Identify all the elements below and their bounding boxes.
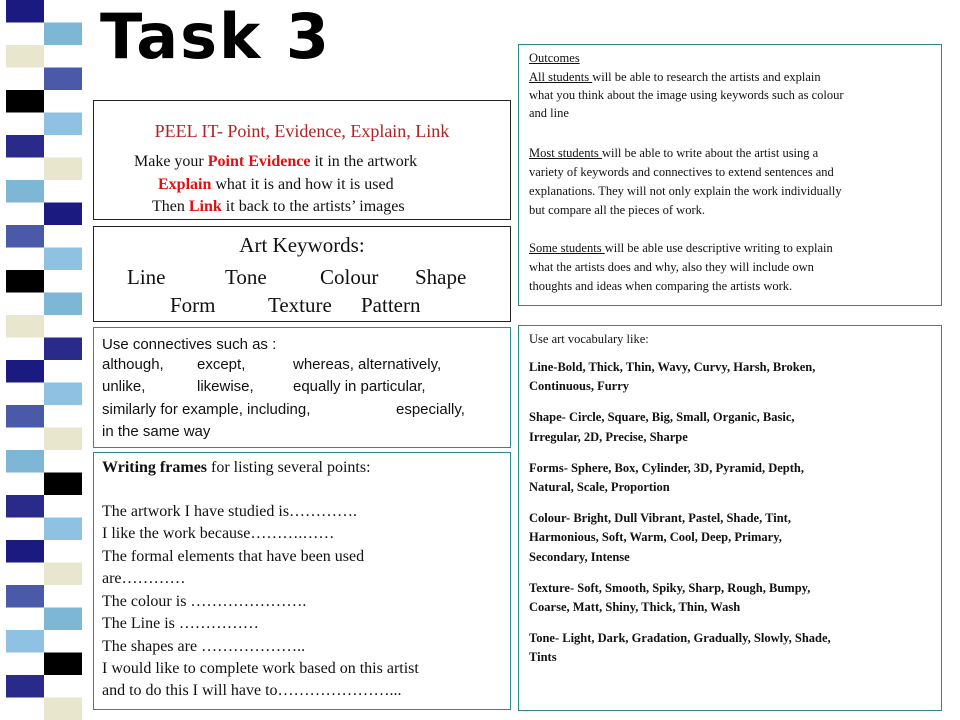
vocabulary-line: Texture- Soft, Smooth, Spiky, Sharp, Rough, Bumpy,: [529, 580, 811, 595]
writing-frame-line: and to do this I will have to…………………...: [102, 682, 402, 699]
stripe-block: [6, 90, 44, 113]
peel-line-explain: Explain what it is and how it is used: [158, 176, 394, 193]
vocabulary-line: Harmonious, Soft, Warm, Cool, Deep, Primary,: [529, 530, 782, 545]
art-keywords-box: [93, 226, 511, 322]
stripe-block: [6, 315, 44, 338]
stripe-block: [6, 225, 44, 248]
outcome-all-line: and line: [529, 106, 569, 120]
stripe-block: [6, 270, 44, 293]
stripe-block: [44, 113, 82, 136]
page-title: Task 3: [100, 0, 331, 73]
vocabulary-line: Line-Bold, Thick, Thin, Wavy, Curvy, Harsh, Broken,: [529, 360, 816, 374]
stripe-block: [6, 0, 44, 23]
stripe-block: [6, 585, 44, 608]
writing-frame-line: The colour is ………………….: [102, 593, 307, 610]
connective-word: likewise,: [197, 378, 254, 395]
connective-word: unlike,: [102, 378, 146, 395]
stripe-block: [44, 203, 82, 226]
stripe-block: [6, 540, 44, 563]
writing-frame-line: The formal elements that have been used: [102, 548, 365, 565]
vocabulary-line: Continuous, Furry: [529, 379, 630, 394]
connective-word: although,: [102, 356, 164, 373]
stripe-block: [6, 180, 44, 203]
keyword-colour: Colour: [320, 265, 379, 289]
stripe-block: [44, 608, 82, 631]
stripe-block: [44, 473, 82, 496]
writing-frame-line: are…………: [102, 570, 186, 587]
keyword-tone: Tone: [225, 265, 267, 289]
stripe-block: [44, 428, 82, 451]
outcome-all-line: All students will be able to research the artists and explain: [529, 70, 821, 84]
stripe-block: [6, 45, 44, 68]
stripe-block: [44, 68, 82, 91]
stripe-block: [44, 653, 82, 676]
decorative-stripe-bar: [0, 0, 90, 720]
stripe-block: [6, 630, 44, 653]
stripe-block: [44, 23, 82, 46]
writing-frame-line: I would like to complete work based on this artist: [102, 660, 419, 677]
keyword-line: Line: [127, 265, 166, 289]
vocabulary-line: Irregular, 2D, Precise, Sharpe: [529, 429, 688, 444]
outcome-most-line: explanations. They will not only explain the work individually: [529, 184, 842, 198]
connectives-box: [93, 327, 511, 448]
peel-line-link: Then Link it back to the artists’ images: [152, 198, 405, 215]
writing-frame-line: The Line is ……………: [102, 615, 259, 632]
stripe-block: [44, 293, 82, 316]
peel-heading: PEEL IT- Point, Evidence, Explain, Link: [154, 121, 450, 141]
vocabulary-intro: Use art vocabulary like:: [529, 332, 649, 346]
outcome-most-line: but compare all the pieces of work.: [529, 203, 705, 217]
vocabulary-line: Tone- Light, Dark, Gradation, Gradually, Slowly, Shade,: [529, 631, 831, 646]
connectives-intro: Use connectives such as :: [102, 336, 277, 353]
keyword-pattern: Pattern: [361, 293, 421, 317]
vocabulary-line: Coarse, Matt, Shiny, Thick, Thin, Wash: [529, 600, 741, 614]
outcome-some-line: thoughts and ideas when comparing the artists work.: [529, 279, 793, 293]
connective-word: equally in particular,: [293, 378, 426, 395]
art-vocabulary-box: [518, 325, 942, 711]
stripe-block: [6, 675, 44, 698]
art-keywords-heading: Art Keywords:: [239, 233, 365, 257]
outcome-most-line: Most students will be able to write about the artist using a: [529, 146, 819, 160]
keyword-texture: Texture: [268, 293, 332, 317]
writing-frame-line: The shapes are ………………..: [102, 638, 306, 655]
vocabulary-line: Forms- Sphere, Box, Cylinder, 3D, Pyramid, Depth,: [529, 460, 804, 475]
stripe-block: [44, 383, 82, 406]
outcomes-box: [518, 44, 942, 306]
writing-frames-box: [93, 452, 511, 710]
stripe-block: [6, 135, 44, 158]
outcome-most-line: variety of keywords and connectives to extend sentences and: [529, 165, 834, 179]
connective-word: especially,: [396, 401, 465, 418]
writing-frame-line: I like the work because……….……: [102, 525, 335, 542]
outcome-some-line: what the artists does and why, also they will include own: [529, 260, 814, 274]
connective-word: whereas, alternatively,: [293, 356, 442, 373]
vocabulary-line: Shape- Circle, Square, Big, Small, Organic, Basic,: [529, 410, 795, 425]
connective-word: except,: [197, 356, 246, 373]
stripe-block: [44, 563, 82, 586]
stripe-block: [6, 495, 44, 518]
vocabulary-line: Secondary, Intense: [529, 549, 630, 564]
stripe-block: [44, 248, 82, 271]
outcome-some-line: Some students will be able use descriptive writing to explain: [529, 241, 833, 255]
stripe-block: [6, 360, 44, 383]
writing-frame-line: The artwork I have studied is………….: [102, 503, 358, 520]
writing-frames-heading: Writing frames for listing several points:: [102, 459, 371, 476]
peel-line-point: Make your Point Evidence it in the artwork: [134, 153, 418, 170]
outcomes-heading: Outcomes: [529, 51, 580, 65]
vocabulary-line: Tints: [529, 650, 557, 665]
stripe-block: [6, 405, 44, 428]
connective-word: similarly for example, including,: [102, 401, 311, 418]
stripe-block: [44, 158, 82, 181]
peel-box: [93, 100, 511, 220]
stripe-block: [44, 518, 82, 541]
keyword-shape: Shape: [415, 265, 467, 289]
stripe-block: [44, 338, 82, 361]
outcome-all-line: what you think about the image using keywords such as colour: [529, 88, 844, 102]
connective-word: in the same way: [102, 423, 211, 440]
stripe-block: [6, 450, 44, 473]
keyword-form: Form: [170, 293, 216, 317]
stripe-block: [44, 698, 82, 720]
vocabulary-line: Colour- Bright, Dull Vibrant, Pastel, Shade, Tint,: [529, 511, 791, 526]
vocabulary-line: Natural, Scale, Proportion: [529, 480, 670, 494]
